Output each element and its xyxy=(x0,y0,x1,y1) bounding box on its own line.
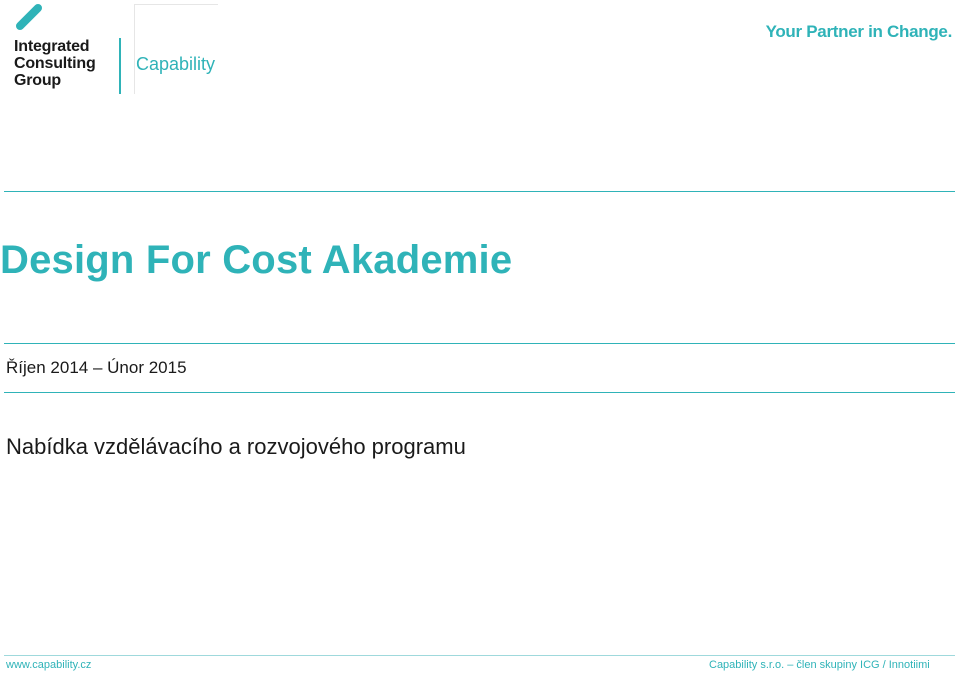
slide-subtitle: Nabídka vzdělávacího a rozvojového programu xyxy=(6,434,466,459)
logo-icon xyxy=(14,2,44,32)
footer-rule xyxy=(4,655,955,656)
capability-frame xyxy=(134,4,218,94)
logo-wordmark xyxy=(14,38,96,89)
footer-website-link[interactable]: www.capability.cz xyxy=(6,659,92,671)
footer-company-info: Capability s.r.o. – člen skupiny ICG / Innotiimi xyxy=(709,659,930,671)
logo-line-1: Integrated xyxy=(14,38,90,55)
logo-line-2: Consulting xyxy=(14,55,96,72)
logo-divider xyxy=(119,38,121,94)
divider-rule xyxy=(4,191,955,192)
capability-logo-text: Capability xyxy=(136,54,216,74)
logo-line-3: Group xyxy=(14,72,61,89)
divider-rule xyxy=(4,343,955,344)
divider-rule xyxy=(4,392,955,393)
tagline: Your Partner in Change. xyxy=(765,22,952,41)
date-range: Říjen 2014 – Únor 2015 xyxy=(6,358,187,377)
slide-title: Design For Cost Akademie xyxy=(0,238,513,282)
